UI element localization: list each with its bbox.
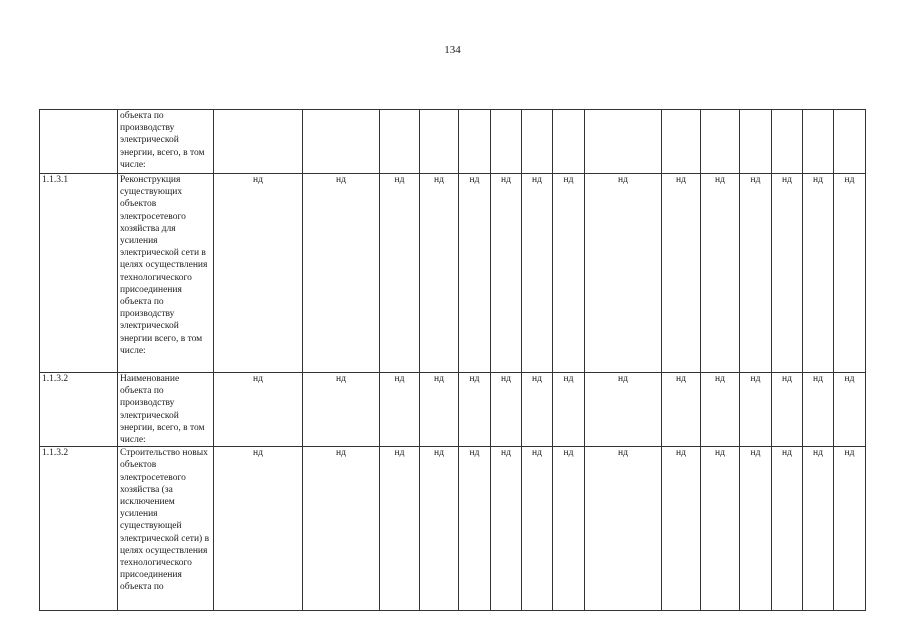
value-cell <box>772 110 803 174</box>
value-cell: нд <box>585 174 662 373</box>
value-cell: нд <box>420 174 459 373</box>
value-cell: нд <box>553 373 585 447</box>
value-cell <box>420 110 459 174</box>
value-cell: нд <box>740 174 772 373</box>
value-cell: нд <box>585 373 662 447</box>
value-cell: нд <box>553 174 585 373</box>
value-cell: нд <box>834 447 866 611</box>
value-cell: нд <box>380 373 420 447</box>
value-cell <box>459 110 491 174</box>
value-cell: нд <box>834 373 866 447</box>
value-cell <box>585 110 662 174</box>
row-code: 1.1.3.2 <box>40 373 118 447</box>
value-cell: нд <box>803 174 834 373</box>
row-code <box>40 110 118 174</box>
value-cell: нд <box>701 447 740 611</box>
value-cell: нд <box>491 373 522 447</box>
value-cell <box>662 110 701 174</box>
value-cell: нд <box>491 174 522 373</box>
value-cell: нд <box>214 174 303 373</box>
value-cell: нд <box>491 447 522 611</box>
value-cell: нд <box>772 447 803 611</box>
value-cell: нд <box>803 447 834 611</box>
value-cell: нд <box>662 373 701 447</box>
row-code: 1.1.3.1 <box>40 174 118 373</box>
value-cell: нд <box>772 174 803 373</box>
table-row <box>40 110 866 174</box>
value-cell: нд <box>772 373 803 447</box>
table-row <box>40 174 866 373</box>
value-cell: нд <box>803 373 834 447</box>
investment-table <box>39 109 866 611</box>
value-cell: нд <box>420 447 459 611</box>
value-cell: нд <box>214 447 303 611</box>
value-cell <box>834 110 866 174</box>
value-cell: нд <box>303 447 380 611</box>
value-cell: нд <box>459 447 491 611</box>
value-cell: нд <box>380 174 420 373</box>
row-name: объекта по производству электрической энергии, всего, в том числе: <box>118 110 214 174</box>
value-cell: нд <box>459 174 491 373</box>
value-cell <box>803 110 834 174</box>
value-cell <box>701 110 740 174</box>
row-code: 1.1.3.2 <box>40 447 118 611</box>
value-cell: нд <box>303 174 380 373</box>
value-cell: нд <box>662 447 701 611</box>
value-cell: нд <box>834 174 866 373</box>
page-number: 134 <box>444 44 461 56</box>
value-cell: нд <box>303 373 380 447</box>
row-name: Реконструкция существующих объектов электросетевого хозяйства для усиления электрической сети в целях осуществления технологического присоединения объекта по производству электрической энергии всего, в том числе: <box>118 174 214 373</box>
value-cell: нд <box>740 373 772 447</box>
value-cell: нд <box>459 373 491 447</box>
value-cell <box>553 110 585 174</box>
value-cell <box>740 110 772 174</box>
value-cell <box>380 110 420 174</box>
value-cell: нд <box>701 174 740 373</box>
value-cell: нд <box>662 174 701 373</box>
row-name: Строительство новых объектов электросетевого хозяйства (за исключением усиления существующей электрической сети) в целях осуществления технологического присоединения объекта по <box>118 447 214 611</box>
row-name: Наименование объекта по производству электрической энергии, всего, в том числе: <box>118 373 214 447</box>
value-cell: нд <box>522 447 553 611</box>
value-cell <box>303 110 380 174</box>
value-cell: нд <box>522 174 553 373</box>
table-row <box>40 447 866 611</box>
table-row <box>40 373 866 447</box>
value-cell: нд <box>740 447 772 611</box>
value-cell <box>491 110 522 174</box>
value-cell: нд <box>701 373 740 447</box>
value-cell: нд <box>380 447 420 611</box>
value-cell: нд <box>553 447 585 611</box>
value-cell: нд <box>522 373 553 447</box>
value-cell <box>214 110 303 174</box>
value-cell <box>522 110 553 174</box>
value-cell: нд <box>214 373 303 447</box>
value-cell: нд <box>585 447 662 611</box>
value-cell: нд <box>420 373 459 447</box>
